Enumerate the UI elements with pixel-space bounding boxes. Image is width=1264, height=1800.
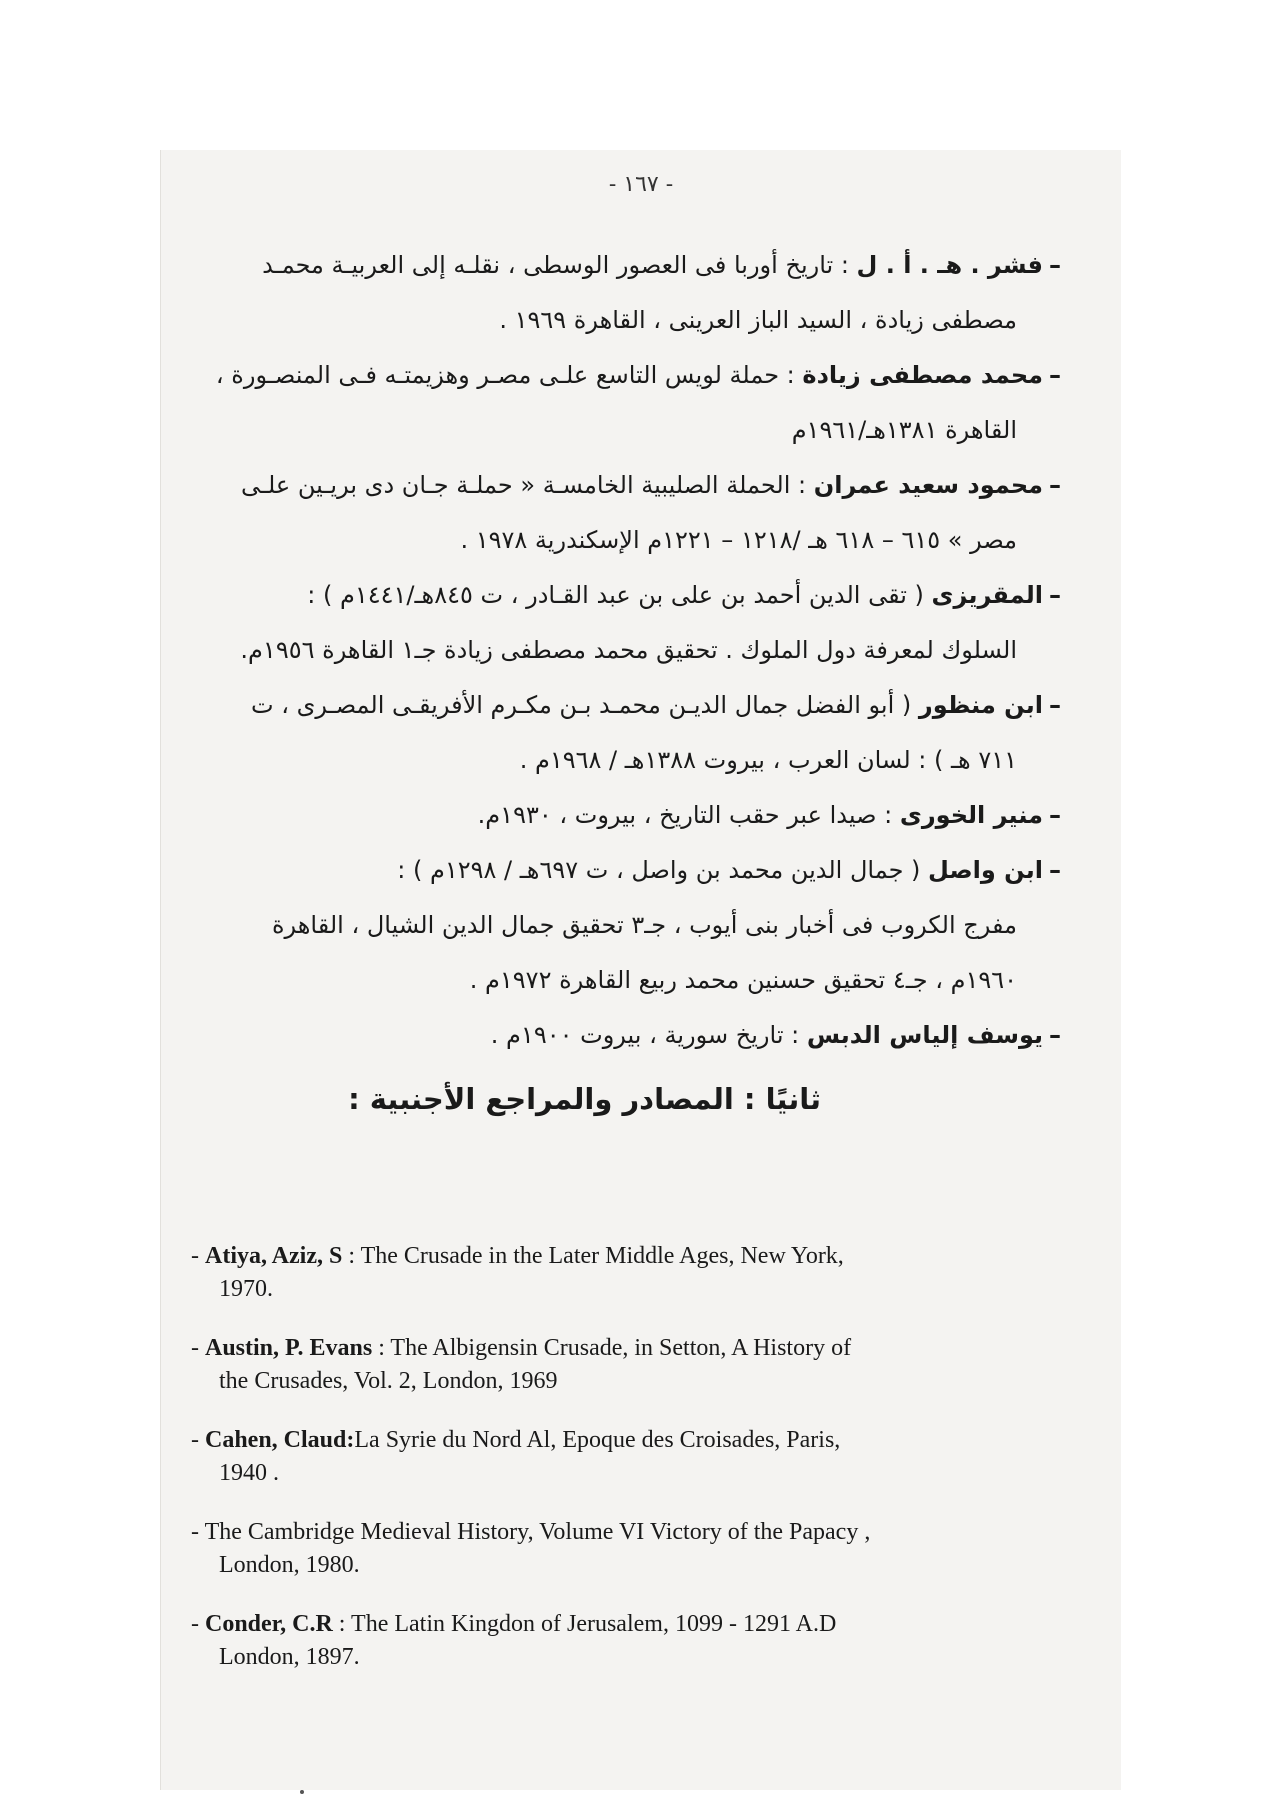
arabic-reference-entry [201, 678, 1061, 788]
entry-dash: - [191, 1519, 205, 1545]
entry-author: يوسف إلياس الدبس [806, 1021, 1043, 1049]
entry-dash: – [1049, 691, 1061, 719]
entry-author: Conder, C.R [205, 1611, 333, 1637]
entry-dash: - [191, 1611, 205, 1637]
book-page [160, 150, 1121, 1790]
arabic-reference-entry [201, 348, 1061, 458]
entry-text: : The Crusade in the Later Middle Ages, New York, [342, 1243, 844, 1269]
entry-dash: – [1049, 856, 1061, 884]
entry-continuation: 1970. [219, 1276, 273, 1302]
arabic-reference-entry [201, 568, 1061, 678]
entry-continuation: ٧١١ هـ ) : لسان العرب ، بيروت ١٣٨٨هـ / ١٩٦٨م . [519, 746, 1017, 774]
entry-text: : تاريخ سورية ، بيروت ١٩٠٠م . [490, 1021, 807, 1049]
entry-text: : The Albigensin Crusade, in Setton, A History of [372, 1335, 852, 1361]
entry-text: ( تقى الدين أحمد بن على بن عبد القـادر ، ت ٨٤٥هـ/١٤٤١م ) : [307, 581, 932, 609]
entry-author: Cahen, Claud: [205, 1427, 355, 1453]
entry-text: La Syrie du Nord Al, Epoque des Croisades, Paris, [354, 1427, 841, 1453]
foreign-reference-entry [191, 1516, 1091, 1582]
entry-continuation: مصطفى زيادة ، السيد الباز العرينى ، القاهرة ١٩٦٩ . [499, 306, 1017, 334]
entry-author: محمد مصطفى زيادة [802, 361, 1043, 389]
entry-continuation: مصر » ٦١٥ – ٦١٨ هـ /١٢١٨ – ١٢٢١م الإسكندرية ١٩٧٨ . [460, 526, 1017, 554]
foreign-reference-entry [191, 1240, 1091, 1306]
entry-text: : تاريخ أوربا فى العصور الوسطى ، نقلـه إلى العربيـة محمـد [262, 251, 857, 279]
entry-dash: – [1049, 801, 1061, 829]
page-number: - ١٦٧ - [608, 172, 674, 197]
entry-continuation: ١٩٦٠م ، جـ٤ تحقيق حسنين محمد ربيع القاهرة ١٩٧٢م . [469, 966, 1017, 994]
entry-continuation: مفرج الكروب فى أخبار بنى أيوب ، جـ٣ تحقيق جمال الدين الشيال ، القاهرة [271, 911, 1017, 939]
section-heading: ثانيًا : المصادر والمراجع الأجنبية : [348, 1082, 821, 1116]
entry-author: محمود سعيد عمران [813, 471, 1043, 499]
entry-text: The Cambridge Medieval History, Volume VI Victory of the Papacy , [204, 1519, 871, 1545]
arabic-reference-entry [201, 458, 1061, 568]
entry-text: : The Latin Kingdon of Jerusalem, 1099 - 1291 A.D [332, 1611, 837, 1637]
entry-continuation: London, 1897. [219, 1644, 360, 1670]
entry-text: ( جمال الدين محمد بن واصل ، ت ٦٩٧هـ / ١٢٩٨م ) : [397, 856, 929, 884]
entry-author: Atiya, Aziz, S [205, 1243, 343, 1269]
entry-author: منير الخورى [899, 801, 1043, 829]
arabic-reference-entry [201, 1008, 1061, 1063]
entry-author: ابن واصل [928, 856, 1043, 884]
arabic-reference-entry [201, 788, 1061, 843]
arabic-reference-entry [201, 843, 1061, 1008]
foreign-references [191, 1240, 1091, 1700]
entry-dash: – [1049, 251, 1061, 279]
arabic-reference-entry [201, 238, 1061, 348]
entry-dash: – [1049, 471, 1061, 499]
entry-dash: - [191, 1427, 205, 1453]
entry-text: : الحملة الصليبية الخامسـة « حملـة جـان دى بريـين علـى [240, 471, 814, 499]
foreign-reference-entry [191, 1424, 1091, 1490]
entry-dash: – [1049, 581, 1061, 609]
entry-continuation: السلوك لمعرفة دول الملوك . تحقيق محمد مصطفى زيادة جـ١ القاهرة ١٩٥٦م. [240, 636, 1017, 664]
entry-author: المقريزى [931, 581, 1043, 609]
stray-mark [300, 1790, 304, 1794]
entry-continuation: the Crusades, Vol. 2, London, 1969 [219, 1368, 558, 1394]
entry-dash: – [1049, 361, 1061, 389]
foreign-reference-entry [191, 1332, 1091, 1398]
entry-text: ( أبو الفضل جمال الديـن محمـد بـن مكـرم الأفريقـى المصـرى ، ت [251, 691, 919, 719]
entry-continuation: 1940 . [219, 1460, 279, 1486]
entry-author: ابن منظور [918, 691, 1043, 719]
foreign-reference-entry [191, 1608, 1091, 1674]
entry-author: فشر . هـ . أ . ل [856, 251, 1043, 279]
entry-dash: – [1049, 1021, 1061, 1049]
entry-author: Austin, P. Evans [205, 1335, 373, 1361]
entry-text: : صيدا عبر حقب التاريخ ، بيروت ، ١٩٣٠م. [477, 801, 900, 829]
entry-continuation: القاهرة ١٣٨١هـ/١٩٦١م [791, 416, 1017, 444]
entry-continuation: London, 1980. [219, 1552, 360, 1578]
entry-text: : حملة لويس التاسع علـى مصـر وهزيمتـه فـى المنصـورة ، [215, 361, 803, 389]
entry-dash: - [191, 1243, 205, 1269]
entry-dash: - [191, 1335, 205, 1361]
arabic-references [201, 238, 1061, 1135]
